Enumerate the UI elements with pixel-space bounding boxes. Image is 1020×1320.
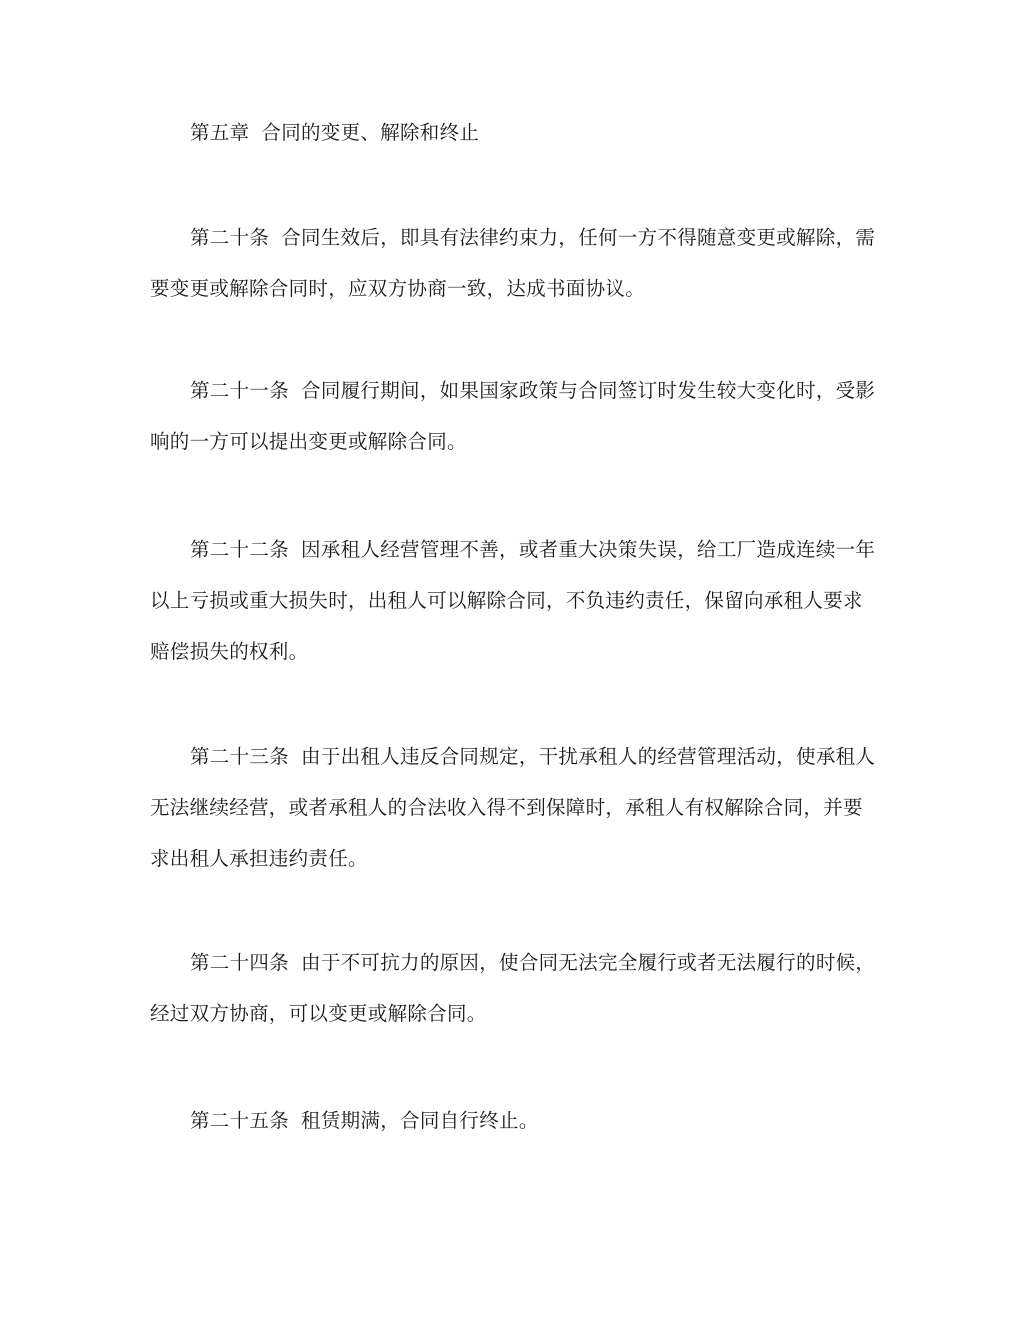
article-text: 租赁期满，合同自行终止。	[301, 1109, 539, 1132]
article-line: 经过双方协商，可以变更或解除合同。	[150, 1002, 487, 1025]
chapter-number: 第五章	[190, 121, 250, 144]
article-20	[150, 212, 880, 314]
article-line: 无法继续经营，或者承租人的合法收入得不到保障时，承租人有权解除合同，并要	[150, 796, 863, 819]
article-line: 赔偿损失的权利。	[150, 640, 309, 663]
article-number: 第二十一条	[190, 379, 290, 402]
article-number: 第二十二条	[190, 538, 290, 561]
article-line	[150, 212, 880, 263]
article-line: 要变更或解除合同时，应双方协商一致，达成书面协议。	[150, 277, 646, 300]
article-line	[150, 1095, 880, 1146]
article-25	[150, 1095, 880, 1146]
article-text: 合同履行期间，如果国家政策与合同签订时发生较大变化时，受影	[301, 379, 876, 402]
article-text: 合同生效后，即具有法律约束力，任何一方不得随意变更或解除，需	[281, 226, 876, 249]
article-22	[150, 524, 880, 677]
chapter-title: 合同的变更、解除和终止	[261, 121, 480, 144]
article-21	[150, 365, 880, 467]
article-line	[150, 937, 880, 988]
article-text: 因承租人经营管理不善，或者重大决策失误，给工厂造成连续一年	[301, 538, 876, 561]
article-24	[150, 937, 880, 1039]
article-line	[150, 731, 880, 782]
article-number: 第二十五条	[190, 1109, 290, 1132]
article-line: 求出租人承担违约责任。	[150, 847, 368, 870]
article-number: 第二十三条	[190, 745, 290, 768]
article-text: 由于出租人违反合同规定，干扰承租人的经营管理活动，使承租人	[301, 745, 876, 768]
article-number: 第二十条	[190, 226, 270, 249]
article-line: 以上亏损或重大损失时，出租人可以解除合同，不负违约责任，保留向承租人要求	[150, 589, 863, 612]
article-23	[150, 731, 880, 884]
article-text: 由于不可抗力的原因，使合同无法完全履行或者无法履行的时候，	[301, 951, 876, 974]
article-line	[150, 365, 880, 416]
chapter-heading	[150, 107, 880, 158]
article-line	[150, 524, 880, 575]
article-number: 第二十四条	[190, 951, 290, 974]
article-line: 响的一方可以提出变更或解除合同。	[150, 430, 467, 453]
chapter-heading-line	[150, 107, 880, 158]
